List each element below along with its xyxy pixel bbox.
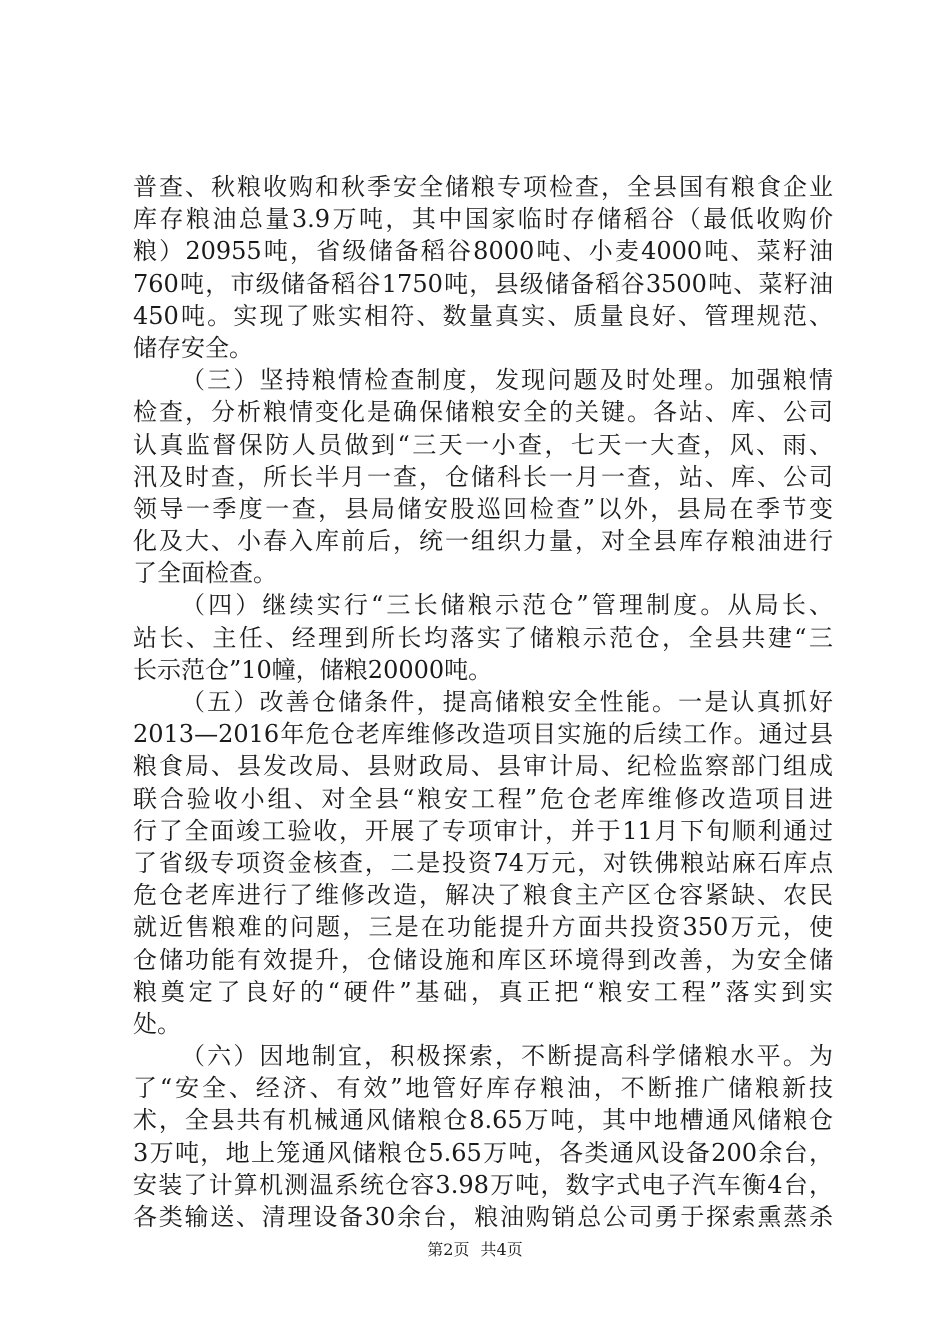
text-line: 各类输送、清理设备30余台，粮油购销总公司勇于探索熏蒸杀	[133, 1203, 833, 1231]
text-line: 联合验收小组、对全县“粮安工程”危仓老库维修改造项目进	[133, 784, 833, 813]
text-line: 450吨。实现了账实相符、数量真实、质量良好、管理规范、	[133, 301, 833, 330]
text-line: 了“安全、经济、有效”地管好库存粮油，不断推广储粮新技	[133, 1074, 833, 1103]
text-line: 安装了计算机测温系统仓容3.98万吨，数字式电子汽车衡4台，	[133, 1170, 833, 1199]
text-line: 认真监督保防人员做到“三天一小查，七天一大查，风、雨、	[133, 430, 833, 459]
text-line: 3万吨，地上笼通风储粮仓5.65万吨，各类通风设备200余台，	[133, 1138, 833, 1167]
text-line: 化及大、小春入库前后，统一组织力量，对全县库存粮油进行	[133, 527, 833, 556]
text-line: 760吨，市级储备稻谷1750吨，县级储备稻谷3500吨、菜籽油	[133, 269, 833, 298]
page-total: 共4页	[480, 1240, 523, 1259]
text-line: 长示范仓”10幢，储粮20000吨。	[133, 655, 493, 684]
text-line: 领导一季度一查，县局储安股巡回检查”以外，县局在季节变	[133, 494, 833, 523]
text-line: 粮）20955吨，省级储备稻谷8000吨、小麦4000吨、菜籽油	[133, 237, 833, 266]
page-number: 第2页	[427, 1240, 470, 1259]
text-line: 粮奠定了良好的“硬件”基础，真正把“粮安工程”落实到实	[133, 977, 833, 1006]
page-footer	[0, 1240, 950, 1260]
text-line: 粮食局、县发改局、县财政局、县审计局、纪检监察部门组成	[133, 752, 833, 781]
paragraph-first-line: （六）因地制宜，积极探索，不断提高科学储粮水平。为	[181, 1042, 833, 1071]
text-line: 2013—2016年危仓老库维修改造项目实施的后续工作。通过县	[133, 720, 833, 749]
text-line: 汛及时查，所长半月一查，仓储科长一月一查，站、库、公司	[133, 462, 833, 491]
paragraph-first-line: （五）改善仓储条件，提高储粮安全性能。一是认真抓好	[181, 688, 833, 716]
text-line: 仓储功能有效提升，仓储设施和库区环境得到改善，为安全储	[133, 945, 833, 974]
text-line: 行了全面竣工验收，开展了专项审计，并于11月下旬顺利通过	[133, 816, 833, 845]
text-line: 处。	[133, 1009, 181, 1038]
text-line: 库存粮油总量3.9万吨，其中国家临时存储稻谷（最低收购价	[133, 205, 833, 234]
text-line: 危仓老库进行了维修改造，解决了粮食主产区仓容紧缺、农民	[133, 881, 833, 910]
text-line: 储存安全。	[133, 333, 253, 362]
text-line: 就近售粮难的问题，三是在功能提升方面共投资350万元，使	[133, 913, 833, 942]
text-line: 普查、秋粮收购和秋季安全储粮专项检查，全县国有粮食企业	[133, 173, 833, 201]
text-line: 了省级专项资金核查，二是投资74万元，对铁佛粮站麻石库点	[133, 848, 833, 877]
paragraph-first-line: （四）继续实行“三长储粮示范仓”管理制度。从局长、	[181, 591, 833, 620]
text-line: 站长、主任、经理到所长均落实了储粮示范仓，全县共建“三	[133, 623, 833, 652]
document-body	[133, 171, 833, 1233]
text-line: 术，全县共有机械通风储粮仓8.65万吨，其中地槽通风储粮仓	[133, 1106, 833, 1135]
paragraph-first-line: （三）坚持粮情检查制度，发现问题及时处理。加强粮情	[181, 366, 833, 395]
text-line: 检查，分析粮情变化是确保储粮安全的关键。各站、库、公司	[133, 398, 833, 427]
text-line: 了全面检查。	[133, 559, 277, 588]
